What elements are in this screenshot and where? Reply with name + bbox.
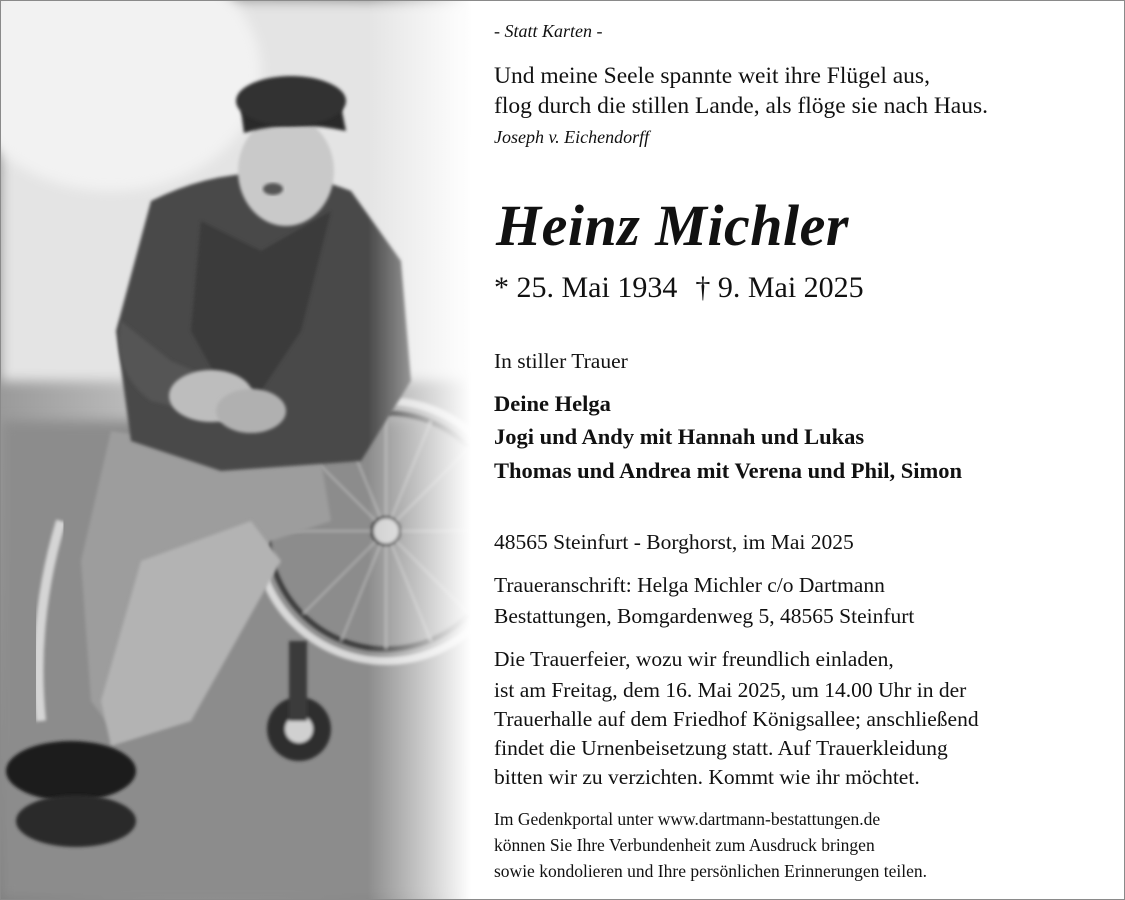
mourner-line: Deine Helga <box>494 391 611 416</box>
quote-line: Und meine Seele spannte weit ihre Flügel aus, <box>494 63 930 89</box>
portrait-illustration <box>1 1 471 899</box>
quote-author: Joseph v. Eichendorff <box>494 127 650 147</box>
mourning-intro: In stiller Trauer <box>494 349 628 373</box>
portrait-photo <box>1 1 471 899</box>
mourning-address-line: Traueranschrift: Helga Michler c/o Dartmann <box>494 573 885 597</box>
life-dates <box>494 271 864 305</box>
mourner-line: Jogi und Andy mit Hannah und Lukas <box>494 424 865 449</box>
place-date: 48565 Steinfurt - Borghorst, im Mai 2025 <box>494 530 854 554</box>
memorial-portal-line: Im Gedenkportal unter www.dartmann-bestattungen.de <box>494 809 881 829</box>
mourner-line: Thomas und Andrea mit Verena und Phil, Simon <box>494 458 963 483</box>
death-date: † 9. Mai 2025 <box>695 271 864 304</box>
quote-line: flog durch die stillen Lande, als flöge sie nach Haus. <box>494 93 989 119</box>
mourning-address-line: Bestattungen, Bomgardenweg 5, 48565 Steinfurt <box>494 604 915 628</box>
service-info-line: ist am Freitag, dem 16. Mai 2025, um 14.00 Uhr in der <box>494 678 967 702</box>
memorial-portal-line: sowie kondolieren und Ihre persönlichen Erinnerungen teilen. <box>494 861 927 881</box>
header-note: - Statt Karten - <box>494 21 603 41</box>
service-info-line: bitten wir zu verzichten. Kommt wie ihr möchtet. <box>494 765 920 789</box>
service-info-line: Die Trauerfeier, wozu wir freundlich einladen, <box>494 647 894 671</box>
memorial-portal-line: können Sie Ihre Verbundenheit zum Ausdruck bringen <box>494 835 875 855</box>
service-info-line: findet die Urnenbeisetzung statt. Auf Trauerkleidung <box>494 736 948 760</box>
birth-date: * 25. Mai 1934 <box>494 271 678 304</box>
service-info-line: Trauerhalle auf dem Friedhof Königsallee; anschließend <box>494 707 979 731</box>
deceased-name: Heinz Michler <box>496 193 849 258</box>
